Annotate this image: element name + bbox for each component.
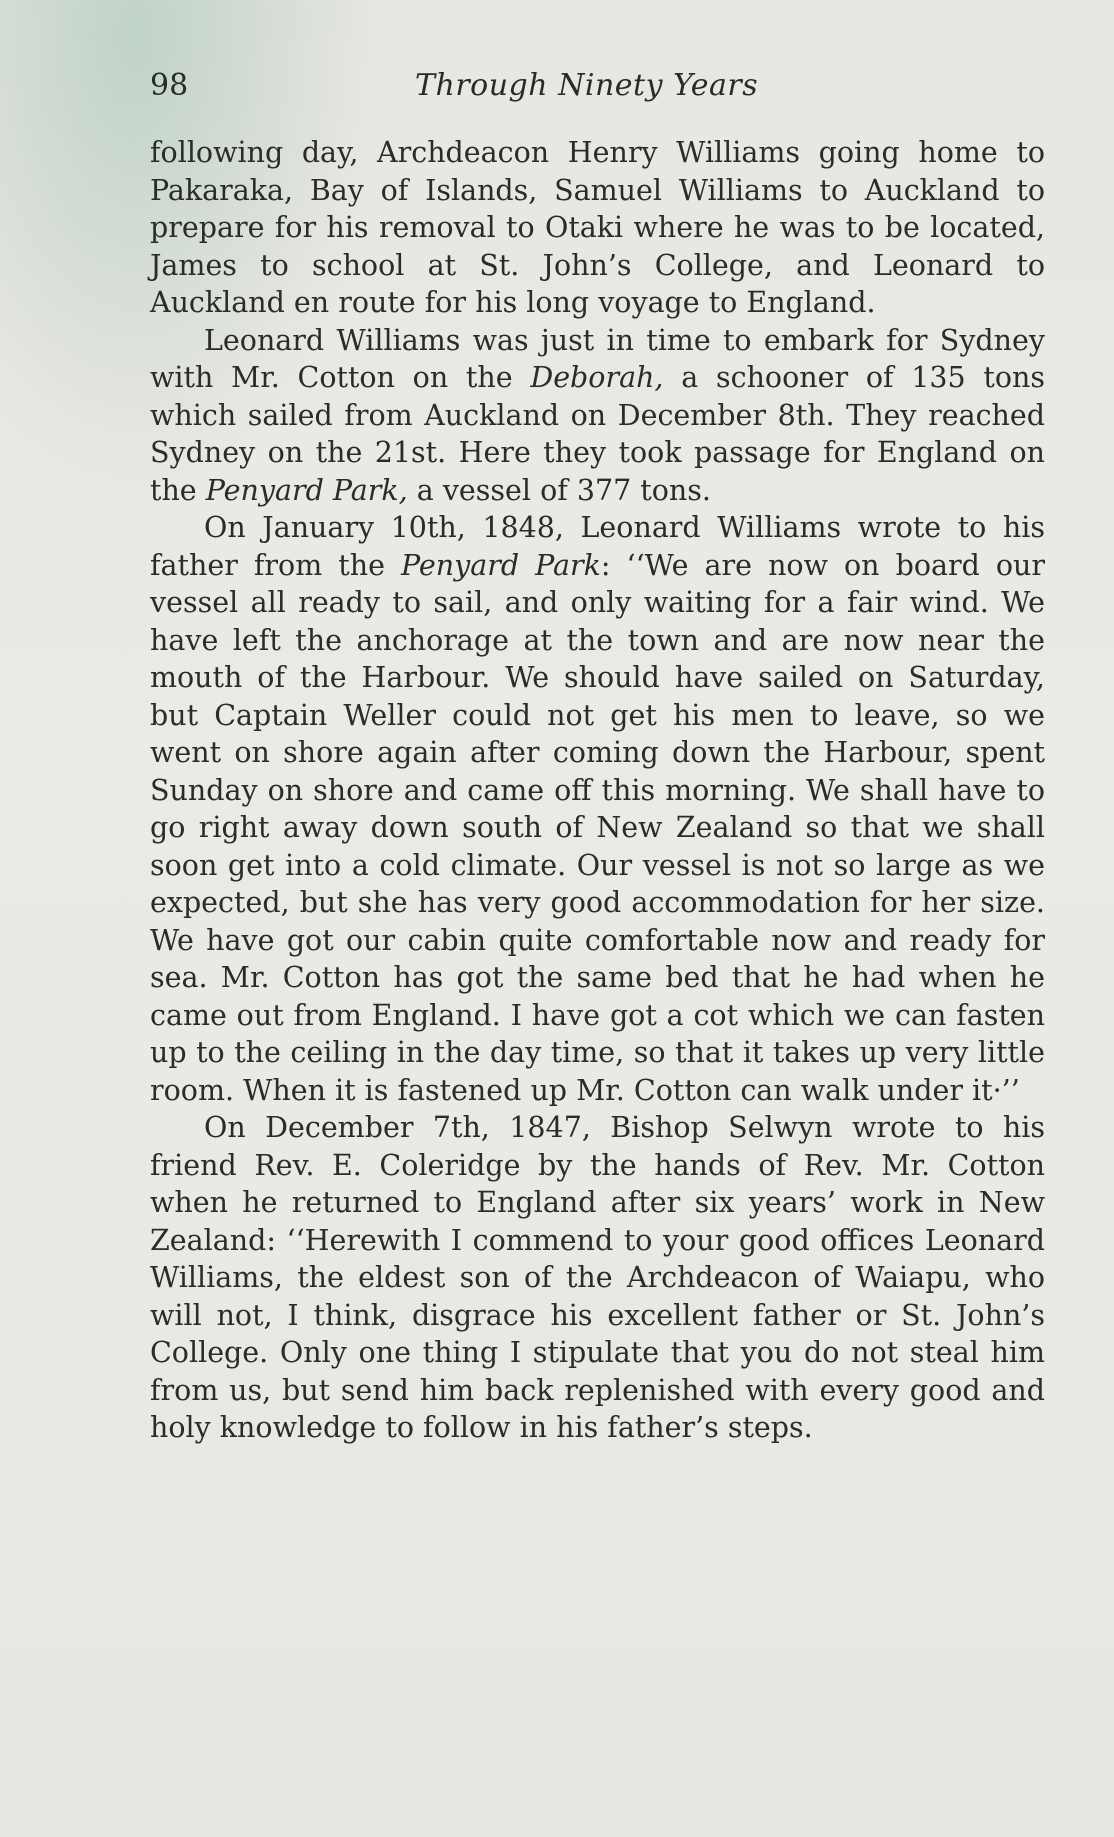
text-run: Leonard Williams was just in time to embark for Sydney with Mr. Cotton on the <box>150 323 1045 394</box>
running-title: Through Ninety Years <box>415 68 759 103</box>
text-run: On January 10th, 1848, Leonard Williams wrote to his father from the <box>150 511 1045 582</box>
ship-name-deborah: Deborah, <box>530 361 664 394</box>
body-text <box>150 134 1045 1447</box>
page-number: 98 <box>150 68 189 103</box>
page-header <box>150 68 1045 114</box>
text-run: : ‘‘We are now on board our vessel all ready to sail, and only waiting for a fair wind. We have left the anchorage at the town and are now near the mouth of the Harbour. We should have sailed on Saturday, but Captain Weller could not get his men to leave, so we went on shore again after coming down the Harbour, spent Sunday on shore and came off this morning. We shall have to go right away down south of New Zealand so that we shall soon get into a cold climate. Our vessel is not so large as we expected, but she has very good accommodation for her size. We have got our cabin quite comfortable now and ready for sea. Mr. Cotton has got the same bed that he had when he came out from England. I have got a cot which we can fasten up to the ceiling in the day time, so that it takes up very little room. When it is fastened up Mr. Cotton can walk under it·’’ <box>150 548 1046 1107</box>
text-run: following day, Archdeacon Henry Williams going home to Pakaraka, Bay of Islands, Samuel Williams to Auckland to prepare for his removal to Otaki where he was to be located, James to school at St. John’s College, and Leonard to Auckland en route for his long voyage to England. <box>150 136 1045 319</box>
text-run: a vessel of 377 tons. <box>407 473 711 507</box>
paragraph-bishop-selwyn-letter <box>150 1109 1045 1447</box>
paragraph-letter-to-father <box>150 509 1045 1109</box>
text-run: On December 7th, 1847, Bishop Selwyn wrote to his friend Rev. E. Coleridge by the hands of Rev. Mr. Cotton when he returned to England after six years’ work in New Zealand: ‘‘Herewith I commend to your good offices Leonard Williams, the eldest son of the Archdeacon of Waiapu, who will not, I think, disgrace his excellent father or St. John’s College. Only one thing I stipulate that you do not steal him from us, but send him back replenished with every good and holy knowledge to follow in his father’s steps. <box>150 1111 1045 1444</box>
paragraph-voyage-to-sydney <box>150 322 1045 510</box>
paragraph-continuation <box>150 134 1045 322</box>
ship-name-penyard-park: Penyard Park, <box>205 473 408 507</box>
ship-name-penyard-park: Penyard Park <box>401 548 601 582</box>
text-run: a schooner of 135 tons which sailed from Auckland on December 8th. They reached Sydney on the 21st. Here they took passage for England on the <box>150 361 1046 507</box>
